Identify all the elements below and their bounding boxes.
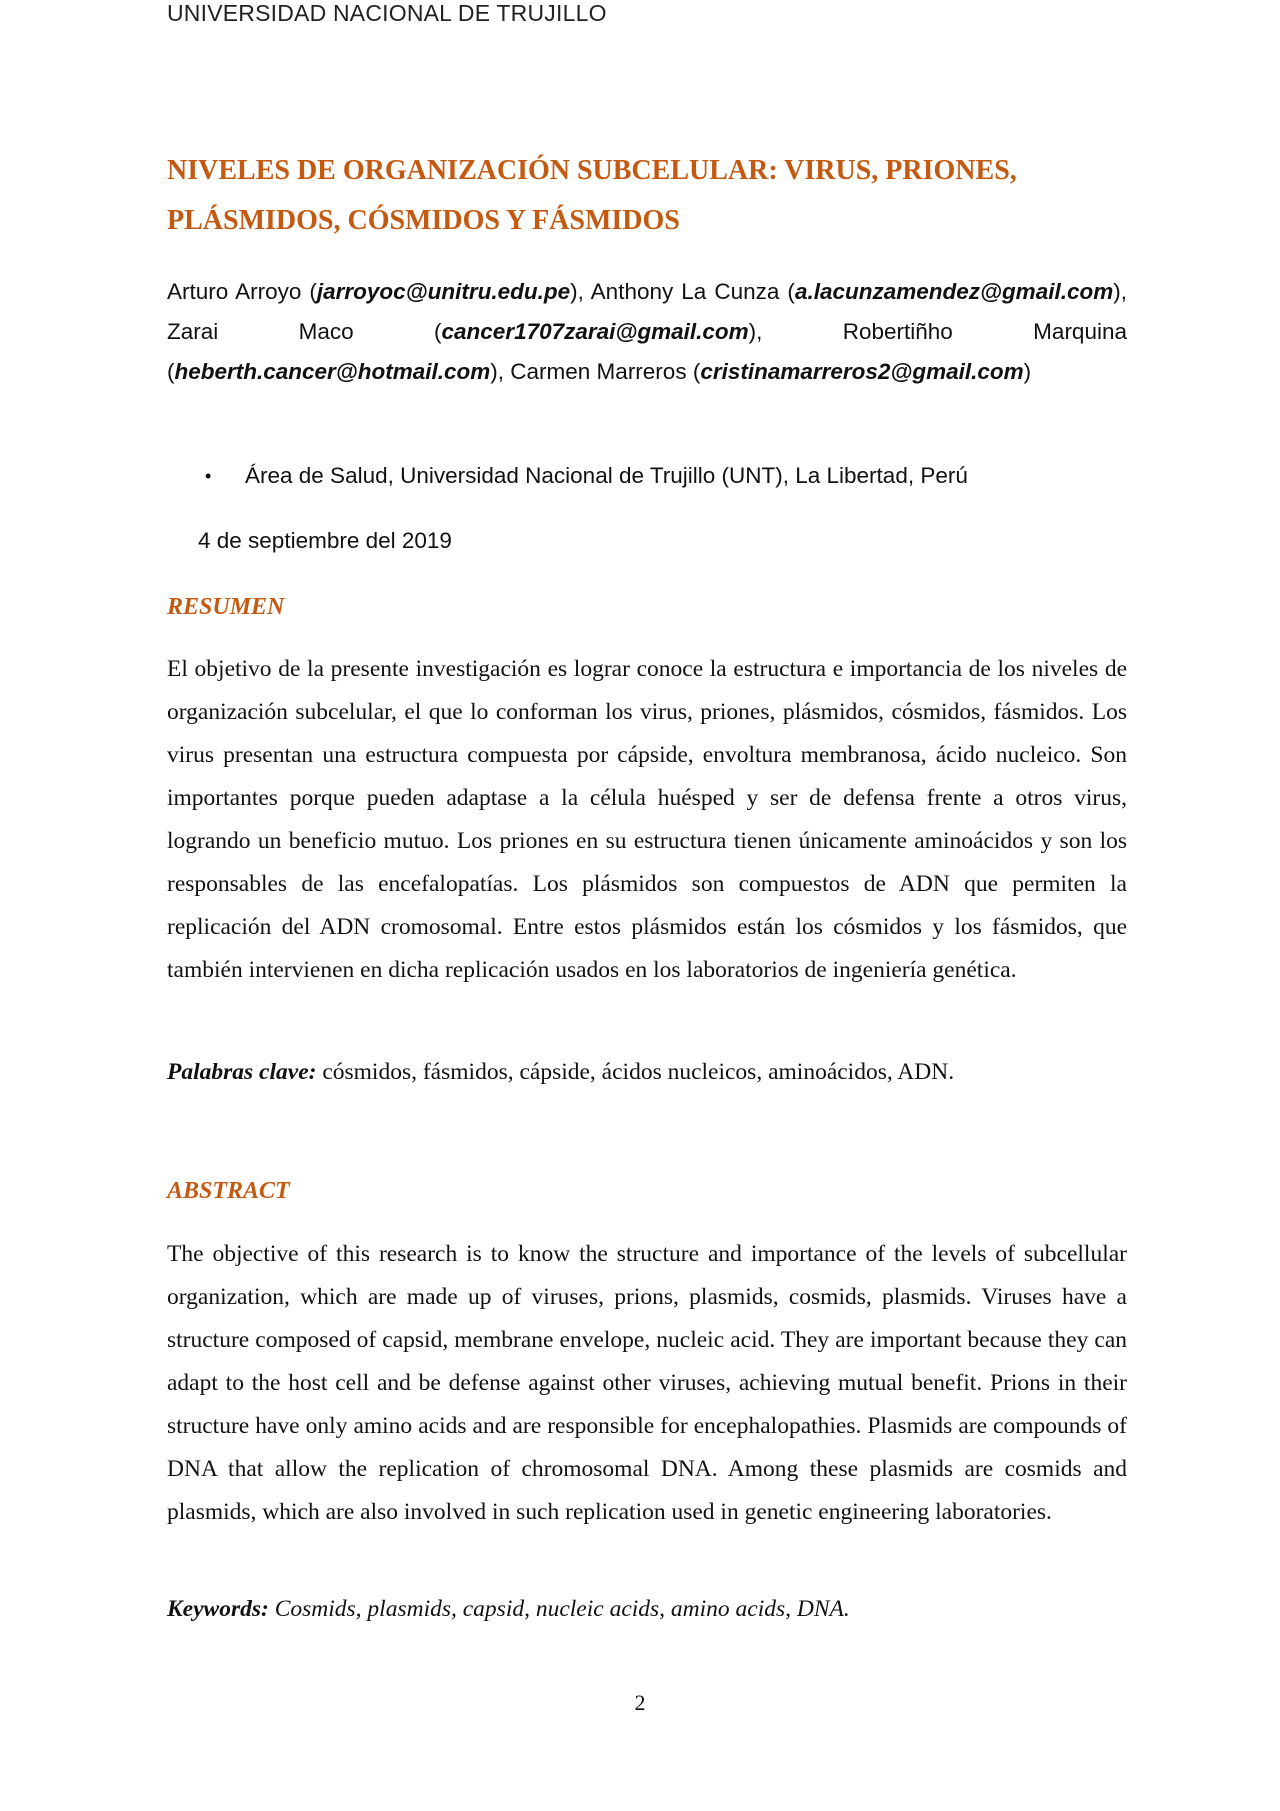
bullet-icon: • <box>205 466 212 486</box>
affiliation <box>205 461 968 491</box>
author-name-1: Arturo Arroyo <box>167 279 302 304</box>
author-list: Arturo Arroyo (jarroyoc@unitru.edu.pe), Anthony La Cunza (a.lacunzamendez@gmail.com), Zarai Maco (cancer1707zarai@gmail.com), Robertiñho Marquina (heberth.cancer@hotmail.com), Carmen Marreros (cristinamarreros2@gmail.com) <box>167 279 1127 384</box>
running-header: UNIVERSIDAD NACIONAL DE TRUJILLO <box>167 0 607 26</box>
resumen-keywords <box>167 1057 1127 1087</box>
resumen-heading: RESUMEN <box>167 594 285 620</box>
author-email-1[interactable]: jarroyoc@unitru.edu.pe <box>316 279 571 304</box>
title-line-1: NIVELES DE ORGANIZACIÓN SUBCELULAR: VIRUS, PRIONES, <box>167 155 1017 186</box>
abstract-keywords <box>167 1594 1127 1624</box>
page-number: 2 <box>634 1690 646 1715</box>
abstract-heading: ABSTRACT <box>167 1178 290 1204</box>
author-name-4: Robertiñho Marquina <box>842 319 1127 344</box>
author-email-5[interactable]: cristinamarreros2@gmail.com <box>700 359 1024 384</box>
abstract-body: The objective of this research is to know the structure and importance of the levels of subcellular organization, which are made up of viruses, prions, plasmids, cosmids, plasmids. Viruses have a structure composed of capsid, membrane envelope, nucleic acid. They are important because they can adapt to the host cell and be defense against other viruses, achieving mutual benefit. Prions in their structure have only amino acids and are responsible for encephalopathies. Plasmids are compounds of DNA that allow the replication of chromosomal DNA. Among these plasmids are cosmids and plasmids, which are also involved in such replication used in genetic engineering laboratories. <box>167 1241 1127 1525</box>
affiliation-text: Área de Salud, Universidad Nacional de Trujillo (UNT), La Libertad, Perú <box>245 463 968 488</box>
keywords-text-es: cósmidos, fásmidos, cápside, ácidos nucleicos, aminoácidos, ADN. <box>316 1059 955 1085</box>
keywords-label-en: Keywords: <box>167 1596 269 1622</box>
paper-title <box>167 146 1127 246</box>
keywords-text-en: Cosmids, plasmids, capsid, nucleic acids, amino acids, DNA. <box>268 1596 850 1622</box>
author-name-3: Zarai Maco <box>167 319 354 344</box>
publication-date: 4 de septiembre del 2019 <box>198 528 452 553</box>
resumen-body: El objetivo de la presente investigación es lograr conoce la estructura e importancia de los niveles de organización subcelular, el que lo conforman los virus, priones, plásmidos, cósmidos, fásmidos. Los virus presentan una estructura compuesta por cápside, envoltura membranosa, ácido nucleico. Son importantes porque pueden adaptase a la célula huésped y ser de defensa frente a otros virus, logrando un beneficio mutuo. Los priones en su estructura tienen únicamente aminoácidos y son los responsables de las encefalopatías. Los plásmidos son compuestos de ADN que permiten la replicación del ADN cromosomal. Entre estos plásmidos están los cósmidos y los fásmidos, que también intervienen en dicha replicación usados en los laboratorios de ingeniería genética. <box>167 656 1127 983</box>
author-email-2[interactable]: a.lacunzamendez@gmail.com <box>794 279 1114 304</box>
author-email-3[interactable]: cancer1707zarai@gmail.com <box>441 319 749 344</box>
author-name-5: Carmen Marreros <box>510 359 687 384</box>
title-line-2: PLÁSMIDOS, CÓSMIDOS Y FÁSMIDOS <box>167 205 680 236</box>
author-email-4[interactable]: heberth.cancer@hotmail.com <box>174 359 491 384</box>
keywords-label-es: Palabras clave: <box>167 1059 317 1085</box>
author-name-2: Anthony La Cunza <box>590 279 780 304</box>
